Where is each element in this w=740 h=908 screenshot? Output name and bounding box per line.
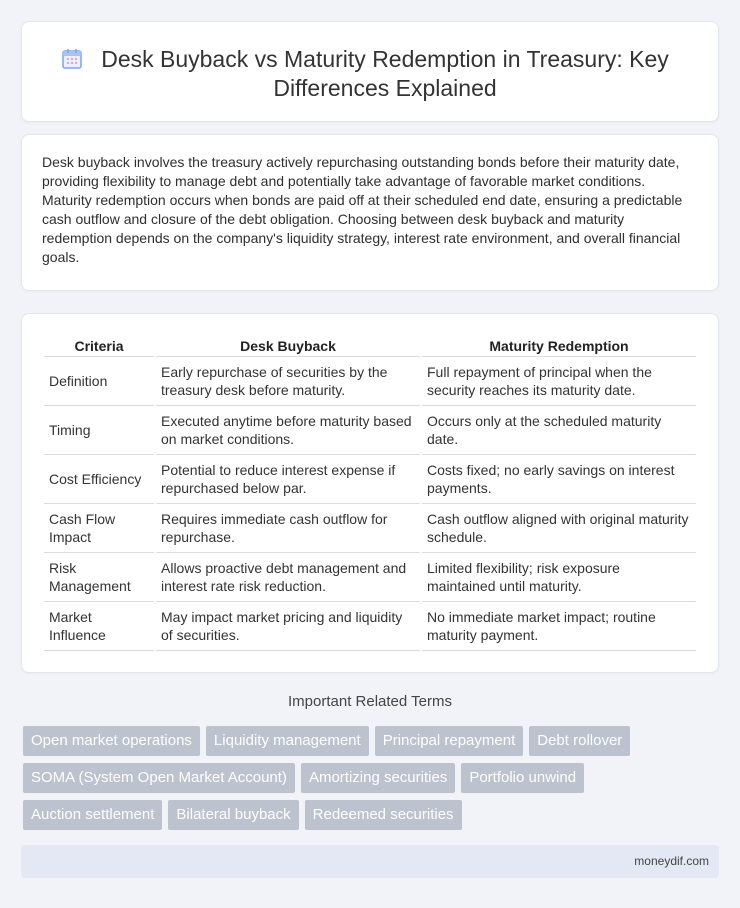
- related-term-tag[interactable]: Auction settlement: [23, 800, 162, 830]
- footer: [21, 845, 719, 878]
- tag-row: [23, 726, 723, 756]
- intro-card: [21, 134, 719, 291]
- row-maturity-redemption: Cash outflow aligned with original maturity schedule.: [422, 504, 696, 553]
- table-row: [44, 406, 696, 455]
- row-criteria: Market Influence: [44, 602, 154, 651]
- title-card: [21, 21, 719, 122]
- header-criteria: Criteria: [44, 334, 154, 357]
- related-term-tag[interactable]: Redeemed securities: [305, 800, 462, 830]
- related-term-tag[interactable]: Portfolio unwind: [461, 763, 584, 793]
- comparison-table: [42, 334, 698, 651]
- row-maturity-redemption: Costs fixed; no early savings on interest payments.: [422, 455, 696, 504]
- row-criteria: Risk Management: [44, 553, 154, 602]
- footer-site[interactable]: moneydif.com: [634, 854, 709, 868]
- related-term-tag[interactable]: SOMA (System Open Market Account): [23, 763, 295, 793]
- row-desk-buyback: Potential to reduce interest expense if repurchased below par.: [156, 455, 420, 504]
- header-maturity-redemption: Maturity Redemption: [422, 334, 696, 357]
- related-term-tag[interactable]: Amortizing securities: [301, 763, 455, 793]
- row-maturity-redemption: Occurs only at the scheduled maturity date.: [422, 406, 696, 455]
- row-desk-buyback: Allows proactive debt management and interest rate risk reduction.: [156, 553, 420, 602]
- table-row: [44, 455, 696, 504]
- row-criteria: Cost Efficiency: [44, 455, 154, 504]
- related-term-tag[interactable]: Open market operations: [23, 726, 200, 756]
- tag-row: [23, 800, 723, 830]
- table-row: [44, 357, 696, 406]
- comparison-table-card: [21, 313, 719, 673]
- related-terms-title: Important Related Terms: [288, 693, 452, 710]
- related-term-tag[interactable]: Liquidity management: [206, 726, 369, 756]
- row-maturity-redemption: Limited flexibility; risk exposure maintained until maturity.: [422, 553, 696, 602]
- header-desk-buyback: Desk Buyback: [156, 334, 420, 357]
- row-desk-buyback: May impact market pricing and liquidity of securities.: [156, 602, 420, 651]
- row-maturity-redemption: No immediate market impact; routine maturity payment.: [422, 602, 696, 651]
- related-term-tag[interactable]: Bilateral buyback: [168, 800, 298, 830]
- row-criteria: Definition: [44, 357, 154, 406]
- related-term-tag[interactable]: Debt rollover: [529, 726, 630, 756]
- row-desk-buyback: Requires immediate cash outflow for repurchase.: [156, 504, 420, 553]
- row-maturity-redemption: Full repayment of principal when the security reaches its maturity date.: [422, 357, 696, 406]
- table-row: [44, 504, 696, 553]
- row-criteria: Timing: [44, 406, 154, 455]
- row-desk-buyback: Early repurchase of securities by the treasury desk before maturity.: [156, 357, 420, 406]
- row-desk-buyback: Executed anytime before maturity based on market conditions.: [156, 406, 420, 455]
- intro-paragraph: Desk buyback involves the treasury actively repurchasing outstanding bonds before their maturity date, providing flexibility to manage debt and potentially take advantage of favorable market conditions. Maturity redemption occurs when bonds are paid off at their scheduled end date, ensuring a predictable cash outflow and closure of the debt obligation. Choosing between desk buyback and maturity redemption depends on the company's liquidity strategy, interest rate environment, and overall financial goals.: [42, 154, 683, 265]
- table-row: [44, 602, 696, 651]
- row-criteria: Cash Flow Impact: [44, 504, 154, 553]
- table-row: [44, 553, 696, 602]
- related-term-tag[interactable]: Principal repayment: [375, 726, 524, 756]
- table-header-row: [44, 334, 696, 357]
- page-title: Desk Buyback vs Maturity Redemption in Treasury: Key Differences Explained: [101, 46, 669, 101]
- tag-row: [23, 763, 723, 793]
- related-terms-list: [23, 726, 723, 837]
